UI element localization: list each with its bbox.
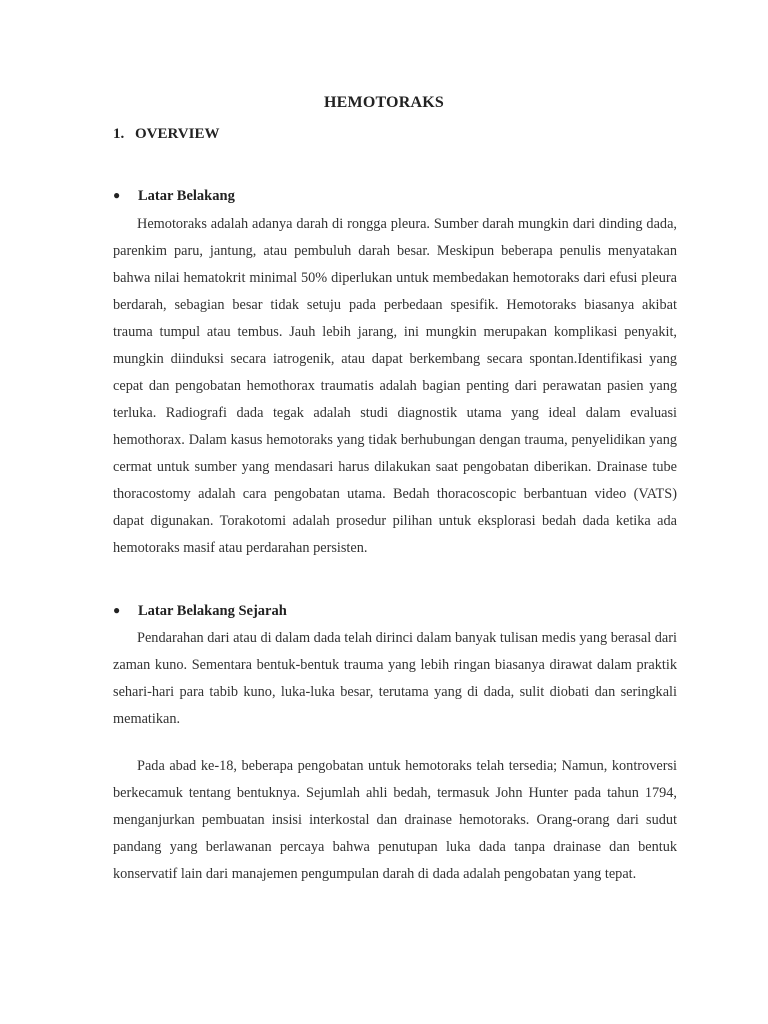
paragraph-latar-belakang: Hemotoraks adalah adanya darah di rongga pleura. Sumber darah mungkin dari dinding dada, parenkim paru, jantung, atau pembuluh darah besar. Meskipun beberapa penulis menyatakan bahwa nilai hematokrit minimal 50% diperlukan untuk membedakan hemotoraks dari efusi pleura berdarah, sebagian besar tidak setuju pada perbedaan spesifik. Hemotoraks biasanya akibat trauma tumpul atau tembus. Jauh lebih jarang, ini mungkin merupakan komplikasi penyakit, mungkin diinduksi secara iatrogenik, atau dapat berkembang secara spontan.Identifikasi yang cepat dan pengobatan hemothorax traumatis adalah bagian penting dari perawatan pasien yang terluka. Radiografi dada tegak adalah studi diagnostik utama yang ideal dalam evaluasi hemothorax. Dalam kasus hemotoraks yang tidak berhubungan dengan trauma, penyelidikan yang cermat untuk sumber yang mendasari harus dilakukan saat pengobatan diberikan. Drainase tube thoracostomy adalah cara pengobatan utama. Bedah thoracoscopic berbantuan video (VATS) dapat digunakan. Torakotomi adalah prosedur pilihan untuk eksplorasi bedah dada ketika ada hemotoraks masif atau perdarahan persisten.	[113, 216, 677, 556]
document-title: HEMOTORAKS	[324, 94, 444, 111]
section-number: 1.	[113, 126, 125, 142]
subheading-label: Latar Belakang	[138, 188, 235, 204]
paragraph-sejarah-2: Pada abad ke-18, beberapa pengobatan untuk hemotoraks telah tersedia; Namun, kontroversi berkecamuk tentang bentuknya. Sejumlah ahli bedah, termasuk John Hunter pada tahun 1794, menganjurkan pembuatan insisi interkostal dan drainase hemotoraks. Orang-orang dari sudut pandang yang berlawanan percaya bahwa penutupan luka dada tanpa drainase dan bentuk konservatif lain dari manajemen pengumpulan darah di dada adalah pengobatan yang tepat.	[113, 758, 677, 882]
section-label: OVERVIEW	[135, 126, 220, 142]
bullet-icon: ●	[113, 188, 121, 202]
subheading-label: Latar Belakang Sejarah	[138, 603, 287, 619]
bullet-icon: ●	[113, 603, 121, 617]
subheading-latar-belakang-sejarah	[113, 603, 287, 620]
section-heading-overview	[113, 126, 220, 143]
paragraph-sejarah-1: Pendarahan dari atau di dalam dada telah dirinci dalam banyak tulisan medis yang berasal dari zaman kuno. Sementara bentuk-bentuk trauma yang lebih ringan biasanya dirawat dalam praktik sehari-hari para tabib kuno, luka-luka besar, terutama yang di dada, sulit diobati dan seringkali mematikan.	[113, 630, 677, 727]
subheading-latar-belakang	[113, 188, 235, 205]
